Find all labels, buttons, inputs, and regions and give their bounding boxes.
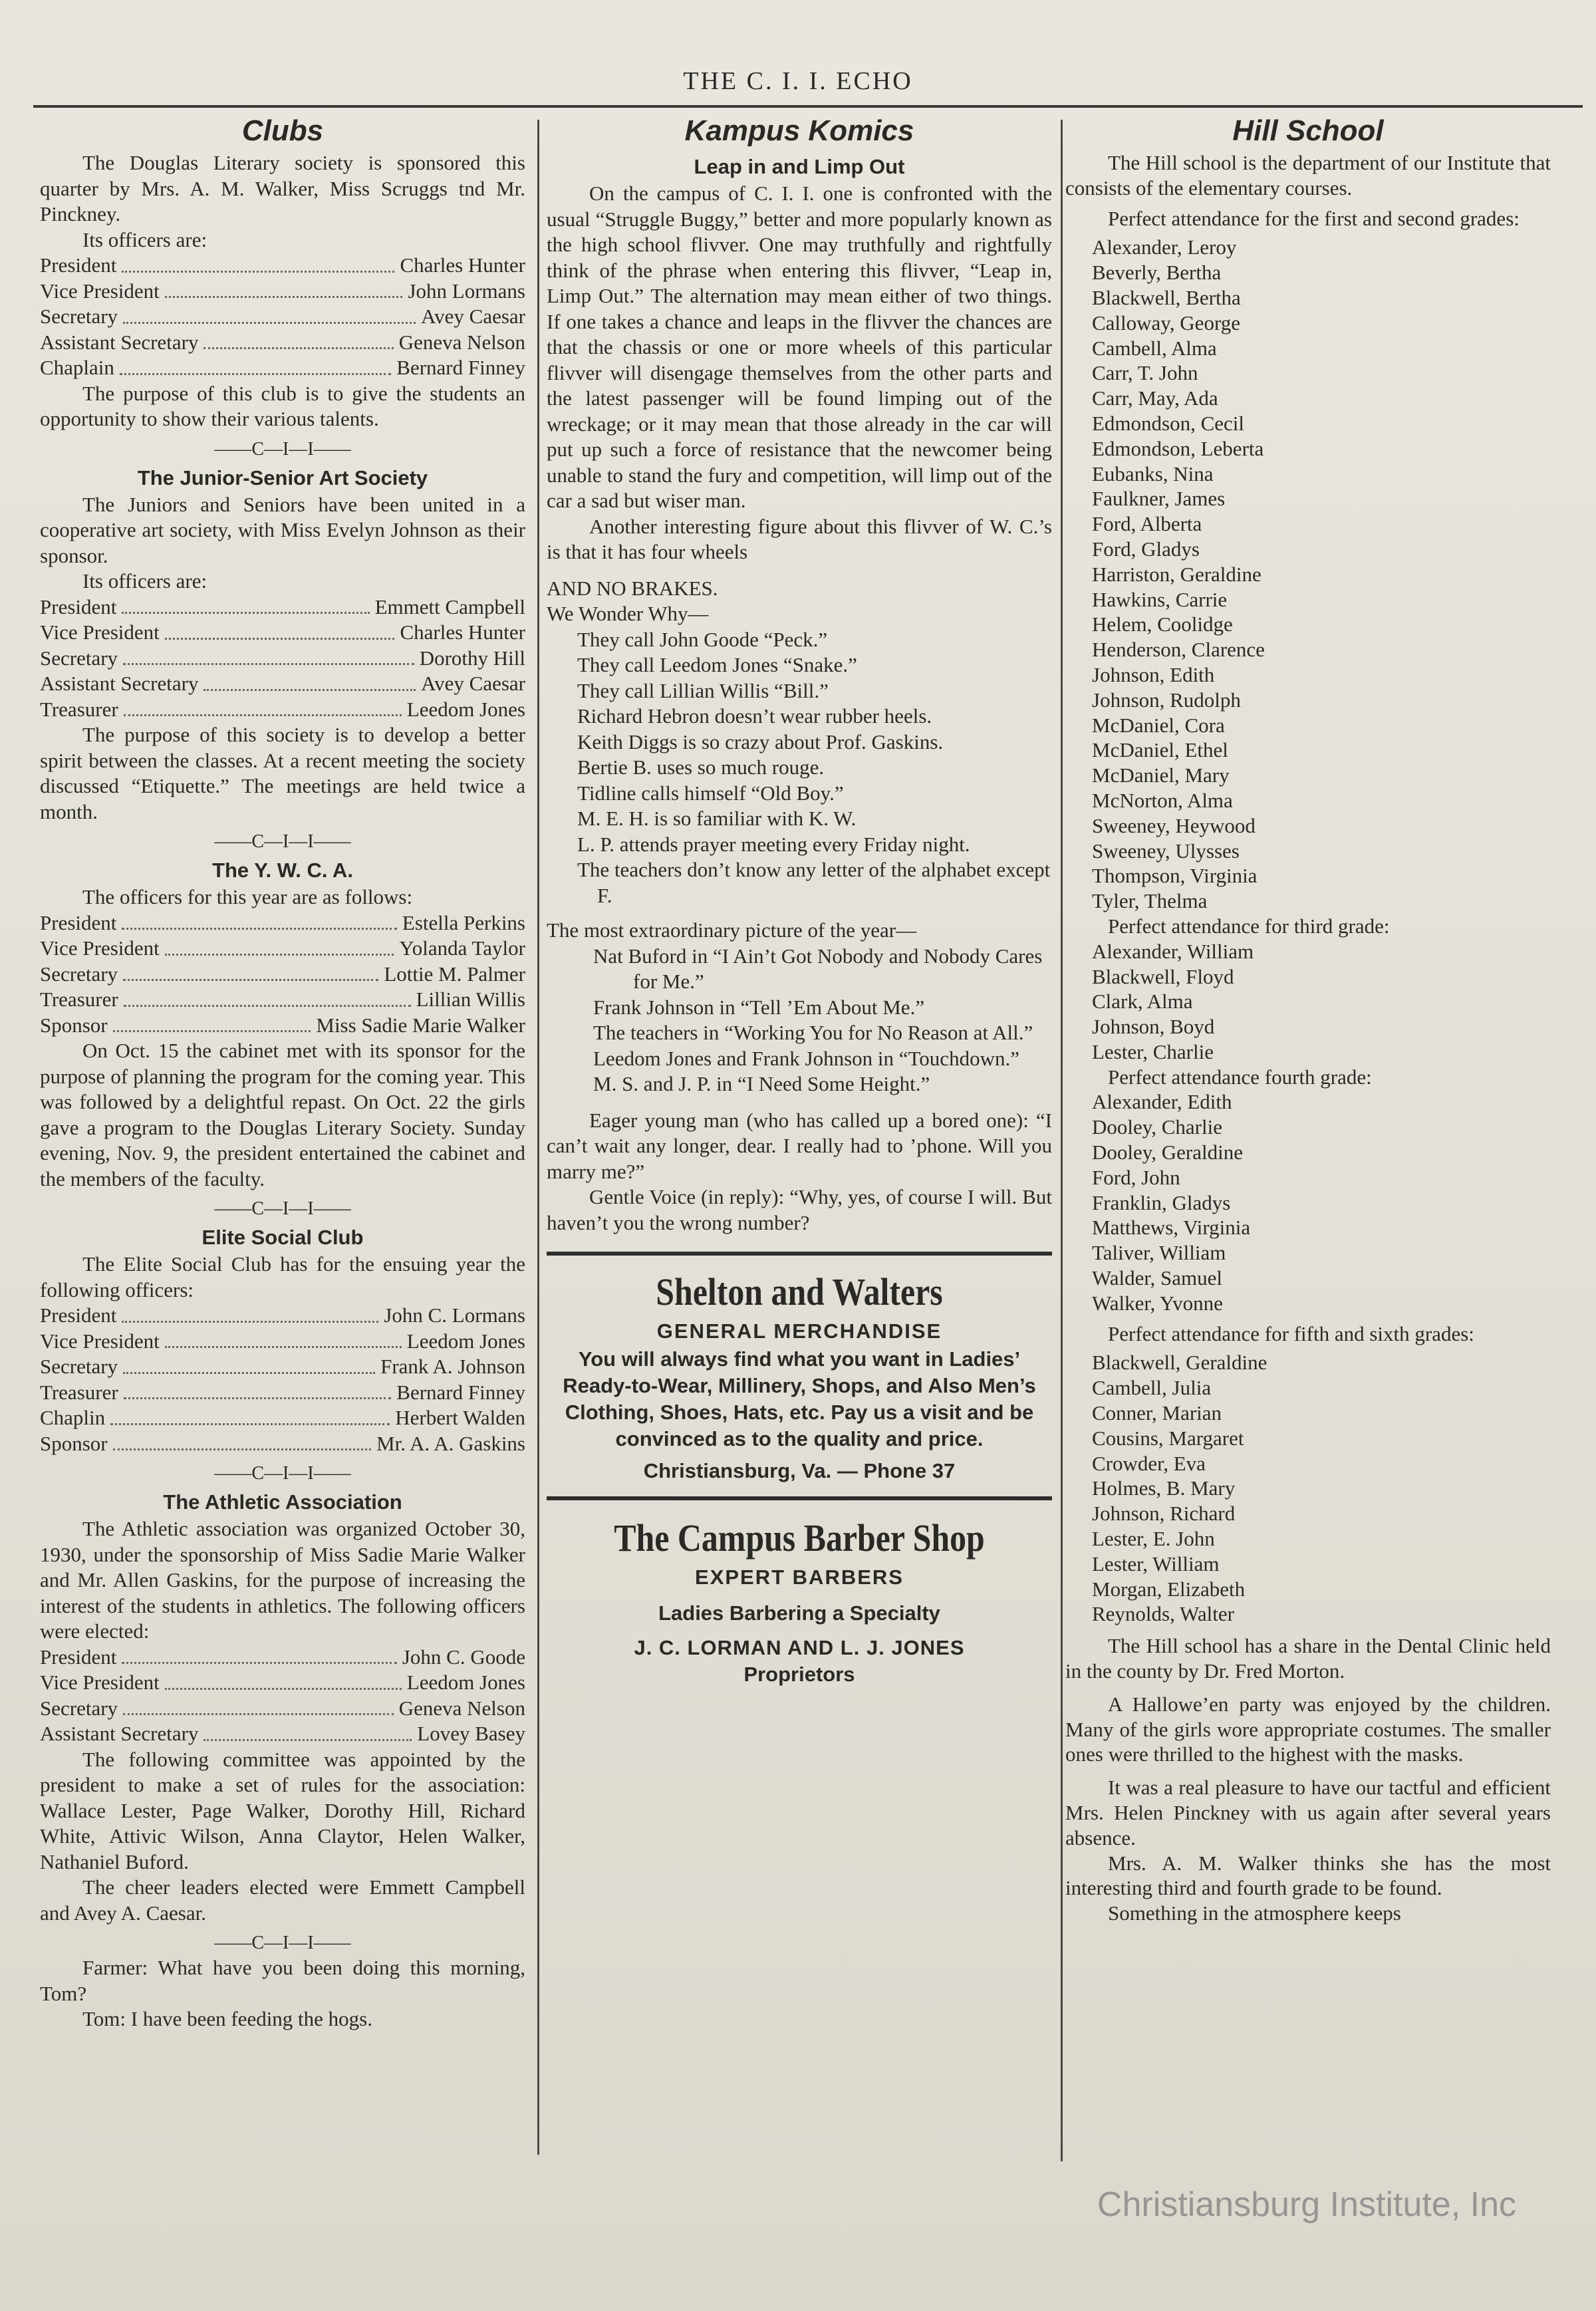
- student-name: Johnson, Richard: [1092, 1502, 1236, 1526]
- hill-paragraph: Mrs. A. M. Walker thinks she has the most interesting third and fourth grade to be found.: [1065, 1851, 1551, 1900]
- picture-item: M. S. and J. P. in “I Need Some Height.”: [593, 1072, 930, 1095]
- leader-dots: [124, 714, 402, 716]
- separator: ——C—I—I——: [214, 831, 351, 852]
- student-name: Reynolds, Walter: [1092, 1602, 1234, 1626]
- officer-row: [40, 304, 525, 330]
- officer-row: [40, 1645, 525, 1671]
- leader-dots: [120, 373, 391, 375]
- student-name: Sweeney, Ulysses: [1092, 839, 1240, 863]
- column-rule-left: [537, 120, 539, 2155]
- officer-name: Estella Perkins: [402, 910, 525, 934]
- leader-dots: [165, 296, 403, 298]
- student-name: Holmes, B. Mary: [1092, 1476, 1236, 1500]
- leader-dots: [124, 1005, 411, 1007]
- hill-school-title: Hill School: [1232, 114, 1384, 147]
- officer-role: President: [40, 910, 117, 934]
- leader-dots: [122, 1662, 396, 1664]
- leader-dots: [165, 1346, 402, 1348]
- ad-store-name: Shelton and Walters: [656, 1270, 943, 1313]
- ad-proprietors: Proprietors: [743, 1663, 855, 1686]
- attendance-list-4: [1065, 1089, 1551, 1315]
- attendance-list-5-6: [1065, 1350, 1551, 1627]
- officer-name: Leedom Jones: [406, 1329, 525, 1353]
- athletic-title: The Athletic Association: [163, 1490, 402, 1514]
- column-rule-right: [1061, 120, 1063, 2161]
- ad-body: You will always find what you want in Ladies’ Ready-to-Wear, Millinery, Shops, and Also Men’s Clothing, Shoes, Hats, etc. Pay us a visit and be convinced as to the quality and price.: [563, 1347, 1036, 1450]
- student-name: McNorton, Alma: [1092, 788, 1233, 812]
- officer-role: Chaplain: [40, 356, 114, 379]
- student-name: Calloway, George: [1092, 311, 1240, 335]
- student-name: Johnson, Edith: [1092, 662, 1215, 686]
- clubs-intro: The Douglas Literary society is sponsored this quarter by Mrs. A. M. Walker, Miss Scruggs tnd Mr. Pinckney.: [40, 151, 525, 225]
- student-name: Alexander, Edith: [1092, 1090, 1232, 1114]
- komics-column: [547, 112, 1052, 1700]
- attendance-label-3: Perfect attendance for third grade:: [1108, 914, 1390, 938]
- leader-dots: [110, 1423, 390, 1425]
- student-name: Beverly, Bertha: [1092, 261, 1222, 285]
- officer-name: Leedom Jones: [406, 697, 525, 721]
- student-name: Walker, Yvonne: [1092, 1291, 1223, 1315]
- leader-dots: [122, 271, 394, 273]
- student-name: Conner, Marian: [1092, 1401, 1222, 1425]
- officer-role: Assistant Secretary: [40, 672, 199, 695]
- ad-subtitle: GENERAL MERCHANDISE: [656, 1319, 942, 1343]
- art-society-intro: The Juniors and Seniors have been united in a cooperative art society, with Miss Evelyn Johnson as their sponsor.: [40, 492, 525, 567]
- ywca-body: On Oct. 15 the cabinet met with its sponsor for the purpose of planning the program for the coming year. This was followed by a delightful repast. On Oct. 22 the girls gave a program to the Douglas Literary Society. Sunday evening, Nov. 9, the president entertained the cabinet and the members of the faculty.: [40, 1039, 525, 1190]
- student-name: Johnson, Boyd: [1092, 1015, 1215, 1039]
- attendance-list-1-2: [1065, 235, 1551, 914]
- picture-list: [547, 944, 1052, 1097]
- student-name: Clark, Alma: [1092, 990, 1193, 1014]
- student-name: Faulkner, James: [1092, 487, 1226, 511]
- student-name: Sweeney, Heywood: [1092, 813, 1256, 837]
- leader-dots: [113, 1448, 371, 1450]
- officer-row: [40, 1405, 525, 1431]
- student-name: Helem, Coolidge: [1092, 612, 1233, 636]
- separator: ——C—I—I——: [214, 1933, 351, 1953]
- officer-name: Yolanda Taylor: [399, 936, 525, 960]
- officer-role: Sponsor: [40, 1013, 108, 1037]
- joke-question: Farmer: What have you been doing this morning, Tom?: [40, 1956, 525, 2005]
- officer-name: Bernard Finney: [396, 1380, 525, 1404]
- ywca-officers-list: [40, 910, 525, 1039]
- picture-item: Frank Johnson in “Tell ’Em About Me.”: [593, 995, 925, 1019]
- shelton-walters-ad: [547, 1252, 1052, 1500]
- officer-role: President: [40, 1645, 117, 1669]
- officer-row: [40, 697, 525, 723]
- leader-dots: [113, 1030, 311, 1032]
- student-name: Walder, Samuel: [1092, 1266, 1222, 1290]
- student-name: Alexander, William: [1092, 939, 1254, 963]
- student-name: Cambell, Alma: [1092, 336, 1217, 360]
- wonder-item: Tidline calls himself “Old Boy.”: [577, 781, 844, 805]
- officer-row: [40, 279, 525, 305]
- leader-dots: [124, 1397, 392, 1399]
- art-society-purpose: The purpose of this society is to develop a better spirit between the classes. At a recent meeting the society discussed “Etiquette.” The meetings are held twice a month.: [40, 723, 525, 823]
- leader-dots: [165, 638, 395, 640]
- leader-dots: [123, 1713, 394, 1715]
- student-name: Thompson, Virginia: [1092, 864, 1258, 888]
- wonder-item: They call Lillian Willis “Bill.”: [577, 678, 829, 702]
- student-name: Ford, Gladys: [1092, 537, 1200, 561]
- attendance-label-4: Perfect attendance fourth grade:: [1108, 1065, 1372, 1089]
- komics-paragraph: Another interesting figure about this flivver of W. C.’s is that it has four wheels: [547, 514, 1052, 563]
- officer-role: Sponsor: [40, 1431, 108, 1455]
- officer-row: [40, 1721, 525, 1747]
- student-name: Ford, John: [1092, 1165, 1180, 1189]
- gentle-voice: Gentle Voice (in reply): “Why, yes, of course I will. But haven’t you the wrong number?: [547, 1185, 1052, 1234]
- officer-name: Lovey Basey: [417, 1722, 525, 1745]
- student-name: Morgan, Elizabeth: [1092, 1577, 1246, 1601]
- clubs-column: [40, 112, 525, 2032]
- leader-dots: [123, 1372, 375, 1374]
- officer-row: [40, 910, 525, 936]
- masthead: THE C. I. I. ECHO: [683, 67, 913, 95]
- athletic-cheer-leaders: The cheer leaders elected were Emmett Campbell and Avey A. Caesar.: [40, 1875, 525, 1925]
- ad-shop-name: The Campus Barber Shop: [614, 1516, 985, 1560]
- wonder-item: Keith Diggs is so crazy about Prof. Gaskins.: [577, 730, 944, 753]
- officer-role: Vice President: [40, 620, 160, 644]
- officer-name: Emmett Campbell: [374, 595, 525, 618]
- art-society-title: The Junior-Senior Art Society: [137, 466, 428, 489]
- clubs-officers-list: [40, 253, 525, 381]
- barber-shop-ad: [547, 1500, 1052, 1700]
- officer-name: John C. Goode: [402, 1645, 525, 1669]
- officer-row: [40, 1013, 525, 1039]
- officer-row: [40, 936, 525, 962]
- officer-role: Vice President: [40, 1671, 160, 1694]
- wonder-heading: We Wonder Why—: [547, 602, 709, 625]
- officer-name: John Lormans: [408, 279, 525, 303]
- officer-row: [40, 646, 525, 672]
- leader-dots: [123, 663, 414, 665]
- officer-name: Lottie M. Palmer: [384, 962, 525, 986]
- student-name: Taliver, William: [1092, 1241, 1226, 1265]
- officer-role: Secretary: [40, 962, 118, 986]
- officer-name: Frank A. Johnson: [380, 1355, 525, 1378]
- athletic-officers-list: [40, 1645, 525, 1747]
- wonder-item: They call Leedom Jones “Snake.”: [577, 653, 857, 676]
- officer-name: John C. Lormans: [384, 1303, 525, 1327]
- ad-owners: J. C. LORMAN AND L. J. JONES: [634, 1636, 965, 1659]
- hill-paragraph: It was a real pleasure to have our tactful and efficient Mrs. Helen Pinckney with us again after several years absence.: [1065, 1776, 1551, 1849]
- picture-item: The teachers in “Working You for No Reason at All.”: [593, 1021, 1033, 1044]
- officer-name: Geneva Nelson: [398, 1696, 525, 1720]
- wonder-item: The teachers don’t know any letter of the alphabet except F.: [577, 858, 1051, 907]
- student-name: Alexander, Leroy: [1092, 235, 1237, 259]
- student-name: Carr, T. John: [1092, 361, 1198, 385]
- student-name: Dooley, Geraldine: [1092, 1141, 1243, 1164]
- officer-row: [40, 253, 525, 279]
- leader-dots: [203, 1739, 412, 1741]
- officer-role: Secretary: [40, 1355, 118, 1378]
- officer-row: [40, 355, 525, 381]
- officer-role: Secretary: [40, 1696, 118, 1720]
- ad-subtitle: EXPERT BARBERS: [695, 1565, 904, 1589]
- clubs-purpose: The purpose of this club is to give the students an opportunity to show their various talents.: [40, 381, 525, 430]
- wonder-item: Bertie B. uses so much rouge.: [577, 755, 825, 779]
- ad-contact: Christiansburg, Va. — Phone 37: [643, 1459, 956, 1482]
- picture-item: Nat Buford in “I Ain’t Got Nobody and Nobody Cares for Me.”: [593, 944, 1043, 993]
- masthead-rule: [33, 105, 1583, 108]
- student-name: Cousins, Margaret: [1092, 1426, 1244, 1450]
- officer-row: [40, 1329, 525, 1355]
- student-name: Lester, Charlie: [1092, 1039, 1214, 1063]
- komics-title: Kampus Komics: [684, 114, 914, 147]
- wonder-item: L. P. attends prayer meeting every Friday night.: [577, 832, 970, 856]
- officer-row: [40, 1303, 525, 1329]
- student-name: Harriston, Geraldine: [1092, 562, 1262, 586]
- officer-role: Secretary: [40, 305, 118, 328]
- wonder-item: Richard Hebron doesn’t wear rubber heels.: [577, 704, 932, 728]
- officer-role: Vice President: [40, 1329, 160, 1353]
- leader-dots: [203, 689, 416, 691]
- wonder-item: M. E. H. is so familiar with K. W.: [577, 807, 857, 830]
- student-name: McDaniel, Cora: [1092, 713, 1225, 737]
- officer-name: Herbert Walden: [395, 1406, 525, 1429]
- officer-role: Assistant Secretary: [40, 330, 199, 354]
- officer-row: [40, 330, 525, 356]
- officer-role: Vice President: [40, 936, 160, 960]
- student-name: McDaniel, Mary: [1092, 763, 1230, 787]
- student-name: Tyler, Thelma: [1092, 889, 1208, 913]
- student-name: Franklin, Gladys: [1092, 1190, 1231, 1214]
- student-name: Lester, William: [1092, 1552, 1220, 1575]
- officer-row: [40, 620, 525, 646]
- watermark: Christiansburg Institute, Inc: [1097, 2185, 1516, 2224]
- officer-name: Lillian Willis: [416, 988, 525, 1011]
- ad-specialty: Ladies Barbering a Specialty: [658, 1601, 940, 1625]
- separator: ——C—I—I——: [214, 438, 351, 460]
- komics-subtitle: Leap in and Limp Out: [694, 155, 905, 178]
- hill-school-column: [1065, 112, 1551, 1926]
- elite-club-officers-list: [40, 1303, 525, 1456]
- picture-intro: The most extraordinary picture of the year—: [547, 918, 917, 942]
- komics-no-brakes: AND NO BRAKES.: [547, 576, 718, 600]
- student-name: Hawkins, Carrie: [1092, 587, 1228, 611]
- leader-dots: [123, 322, 416, 324]
- student-name: Edmondson, Leberta: [1092, 436, 1264, 460]
- separator: ——C—I—I——: [214, 1198, 351, 1219]
- elite-club-intro: The Elite Social Club has for the ensuing year the following officers:: [40, 1252, 525, 1301]
- student-name: Dooley, Charlie: [1092, 1115, 1222, 1139]
- leader-dots: [122, 928, 397, 930]
- eager-young-man: Eager young man (who has called up a bored one): “I can’t wait any longer, dear. I really had to ’phone. Will you marry me?”: [547, 1108, 1052, 1183]
- leader-dots: [122, 1321, 378, 1323]
- officer-name: Mr. A. A. Gaskins: [376, 1431, 525, 1455]
- officer-role: President: [40, 595, 117, 618]
- officer-row: [40, 1670, 525, 1696]
- student-name: Matthews, Virginia: [1092, 1216, 1251, 1240]
- student-name: McDaniel, Ethel: [1092, 738, 1228, 762]
- officer-name: Miss Sadie Marie Walker: [316, 1013, 525, 1037]
- student-name: Blackwell, Floyd: [1092, 964, 1234, 988]
- separator: ——C—I—I——: [214, 1463, 351, 1484]
- clubs-title: Clubs: [241, 114, 324, 147]
- student-name: Blackwell, Geraldine: [1092, 1351, 1267, 1375]
- wonder-item: They call John Goode “Peck.”: [577, 627, 828, 651]
- clubs-officers-label: Its officers are:: [82, 227, 207, 251]
- leader-dots: [203, 347, 393, 349]
- officer-name: Avey Caesar: [421, 305, 525, 328]
- officer-role: Secretary: [40, 646, 118, 670]
- student-name: Ford, Alberta: [1092, 512, 1202, 536]
- hill-paragraph: The Hill school has a share in the Dental Clinic held in the county by Dr. Fred Morton.: [1065, 1634, 1551, 1683]
- leader-dots: [165, 954, 394, 956]
- officer-row: [40, 1431, 525, 1457]
- art-society-officers-list: [40, 595, 525, 723]
- student-name: Blackwell, Bertha: [1092, 285, 1241, 309]
- officer-name: Charles Hunter: [400, 253, 525, 277]
- officer-row: [40, 595, 525, 620]
- officer-role: Treasurer: [40, 988, 118, 1011]
- officer-row: [40, 1696, 525, 1722]
- officer-role: Chaplin: [40, 1406, 106, 1429]
- officer-row: [40, 962, 525, 988]
- officer-role: Assistant Secretary: [40, 1722, 199, 1745]
- officer-name: Avey Caesar: [421, 672, 525, 695]
- officer-role: Vice President: [40, 279, 160, 303]
- officer-role: President: [40, 1303, 117, 1327]
- student-name: Crowder, Eva: [1092, 1451, 1206, 1475]
- officer-role: President: [40, 253, 117, 277]
- student-name: Cambell, Julia: [1092, 1376, 1212, 1400]
- wonder-list: [547, 627, 1052, 909]
- hill-school-intro: The Hill school is the department of our Institute that consists of the elementary courses.: [1065, 151, 1551, 200]
- officer-row: [40, 1380, 525, 1406]
- ywca-intro: The officers for this year are as follows:: [82, 885, 413, 908]
- leader-dots: [123, 979, 378, 981]
- student-name: Carr, May, Ada: [1092, 386, 1218, 410]
- elite-club-title: Elite Social Club: [201, 1226, 364, 1249]
- officer-name: Charles Hunter: [400, 620, 525, 644]
- hill-paragraph: Something in the atmosphere keeps: [1108, 1901, 1401, 1925]
- officer-name: Dorothy Hill: [419, 646, 525, 670]
- officer-role: Treasurer: [40, 697, 118, 721]
- joke-answer: Tom: I have been feeding the hogs.: [82, 2007, 372, 2030]
- student-name: Edmondson, Cecil: [1092, 411, 1245, 435]
- attendance-label-5-6: Perfect attendance for fifth and sixth grades:: [1108, 1321, 1474, 1345]
- athletic-intro: The Athletic association was organized October 30, 1930, under the sponsorship of Miss Sadie Marie Walker and Mr. Allen Gaskins, for the purpose of increasing the interest of the students in athletics. The following officers were elected:: [40, 1517, 525, 1643]
- leader-dots: [165, 1688, 402, 1690]
- officer-row: [40, 987, 525, 1013]
- leader-dots: [122, 612, 369, 614]
- ywca-title: The Y. W. C. A.: [212, 859, 353, 882]
- student-name: Johnson, Rudolph: [1092, 688, 1241, 712]
- art-society-officers-label: Its officers are:: [82, 569, 207, 593]
- student-name: Henderson, Clarence: [1092, 638, 1265, 662]
- officer-row: [40, 671, 525, 697]
- attendance-list-3: [1065, 939, 1551, 1065]
- student-name: Eubanks, Nina: [1092, 462, 1214, 485]
- officer-name: Geneva Nelson: [398, 330, 525, 354]
- officer-name: Leedom Jones: [406, 1671, 525, 1694]
- hill-paragraph: A Hallowe’en party was enjoyed by the children. Many of the girls wore appropriate costumes. The smaller ones were thrilled to the highest with the masks.: [1065, 1692, 1551, 1766]
- athletic-committee: The following committee was appointed by the president to make a set of rules for the association: Wallace Lester, Page Walker, Dorothy Hill, Richard White, Attivic Wilson, Anna Claytor, Helen Walker, Nathaniel Buford.: [40, 1747, 525, 1873]
- student-name: Lester, E. John: [1092, 1527, 1215, 1551]
- komics-paragraph: On the campus of C. I. I. one is confronted with the usual “Struggle Buggy,” better and more popularly known as the high school flivver. One may truthfully and rightfully think of the phrase when entering this flivver, “Leap in, Limp Out.” The alternation may mean either of two things. If one takes a chance and leaps in the flivver the chances are that the chassis or one or more wheels of this particular flivver will disengage themselves from the other parts and the latest passenger will be found limping out of the wreckage; or it may mean that those already in the car will put up such a force of resistance that the newcomer being unable to stand the fury and competition, will limp out of the car a sad but wiser man.: [547, 182, 1052, 512]
- officer-name: Bernard Finney: [396, 356, 525, 379]
- picture-item: Leedom Jones and Frank Johnson in “Touchdown.”: [593, 1046, 1019, 1070]
- officer-role: Treasurer: [40, 1380, 118, 1404]
- attendance-label-1-2: Perfect attendance for the first and second grades:: [1108, 206, 1520, 230]
- officer-row: [40, 1354, 525, 1380]
